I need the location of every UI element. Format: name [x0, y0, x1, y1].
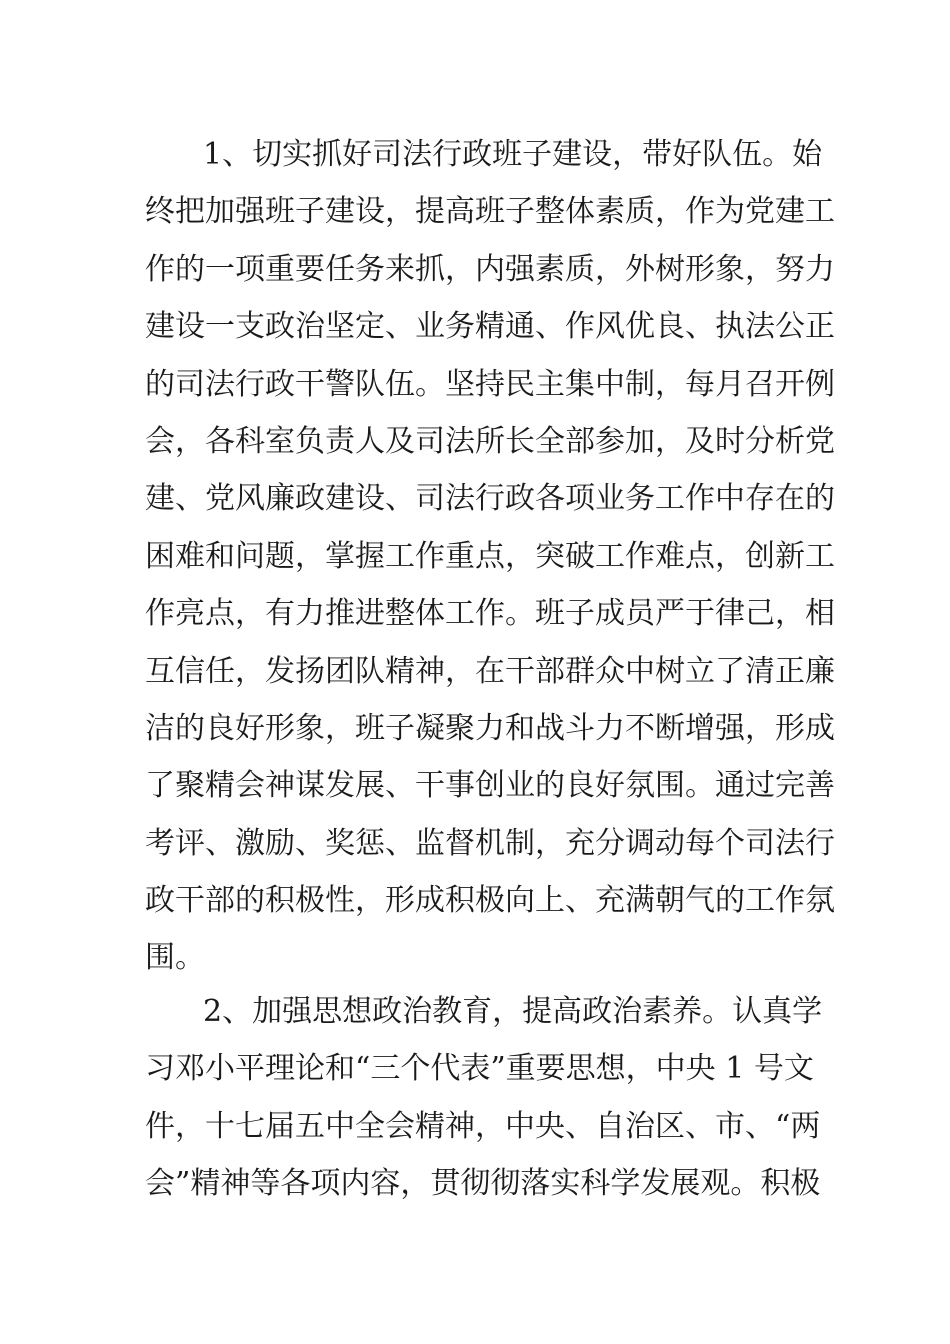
- paragraph-line: 洁的良好形象，班子凝聚力和战斗力不断增强，形成: [145, 710, 835, 746]
- paragraph-line: 互信任，发扬团队精神，在干部群众中树立了清正廉: [145, 653, 835, 689]
- paragraph-line: 会，各科室负责人及司法所长全部参加，及时分析党: [145, 423, 835, 459]
- paragraph-1: [145, 126, 835, 987]
- paragraph-line: 围。: [145, 940, 205, 976]
- paragraph-line: 的司法行政干警队伍。坚持民主集中制，每月召开例: [145, 366, 835, 402]
- paragraph-line: 1、切实抓好司法行政班子建设，带好队伍。始: [203, 137, 823, 172]
- paragraph-line: 作亮点，有力推进整体工作。班子成员严于律己，相: [145, 596, 835, 632]
- paragraph-line: 考评、激励、奖惩、监督机制，充分调动每个司法行: [145, 825, 835, 861]
- paragraph-line: 件，十七届五中全会精神，中央、自治区、市、“两: [145, 1108, 821, 1144]
- paragraph-line: 2、加强思想政治教育，提高政治素养。认真学: [203, 994, 823, 1029]
- paragraph-line: 会”精神等各项内容，贯彻彻落实科学发展观。积极: [145, 1166, 821, 1202]
- paragraph-line: 习邓小平理论和“三个代表”重要思想，中央 1 号文: [145, 1051, 814, 1087]
- paragraph-line: 了聚精会神谋发展、干事创业的良好氛围。通过完善: [145, 768, 835, 804]
- paragraph-line: 作的一项重要任务来抓，内强素质，外树形象，努力: [145, 251, 835, 287]
- paragraph-2: [145, 983, 823, 1213]
- paragraph-line: 建设一支政治坚定、业务精通、作风优良、执法公正: [145, 309, 835, 345]
- paragraph-line: 政干部的积极性，形成积极向上、充满朝气的工作氛: [145, 883, 835, 919]
- paragraph-line: 终把加强班子建设，提高班子整体素质，作为党建工: [145, 194, 835, 230]
- paragraph-line: 建、党风廉政建设、司法行政各项业务工作中存在的: [145, 481, 835, 517]
- paragraph-line: 困难和问题，掌握工作重点，突破工作难点，创新工: [145, 538, 835, 574]
